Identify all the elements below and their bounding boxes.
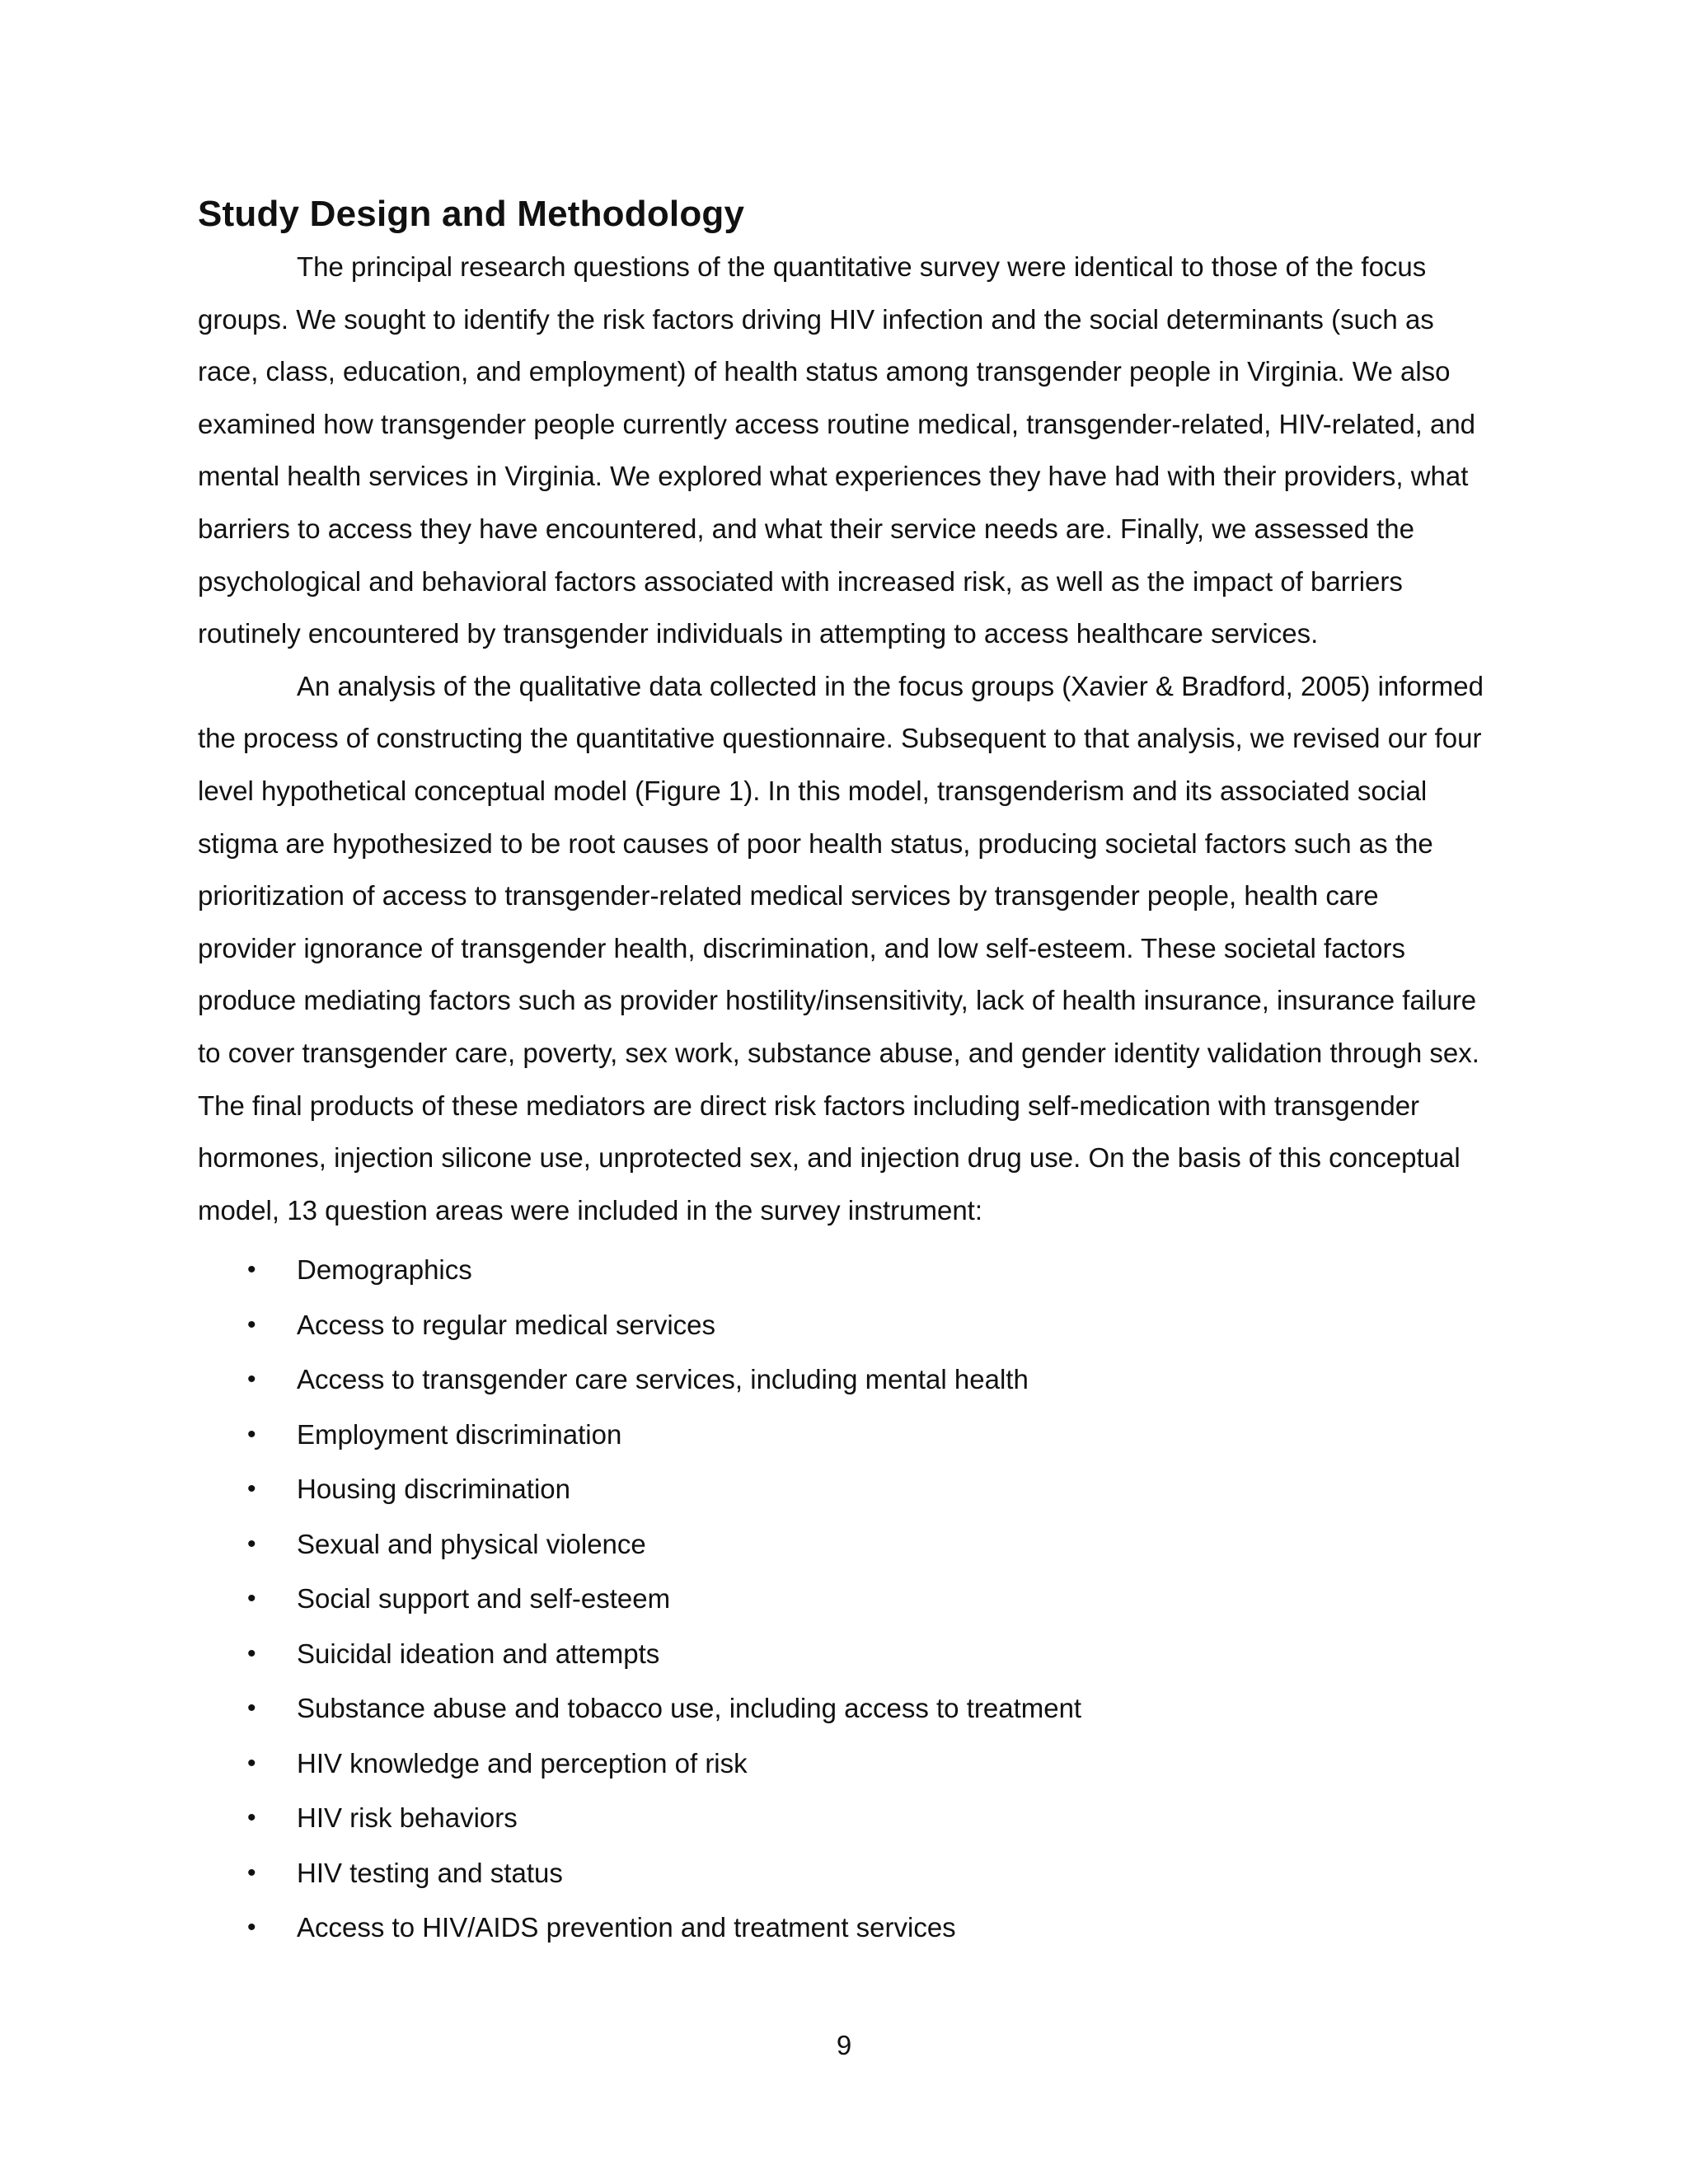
bullet-icon: • [247, 1639, 256, 1667]
bullet-icon: • [247, 1858, 256, 1886]
list-item-text: Access to transgender care services, including mental health [297, 1364, 1029, 1395]
list-item [198, 1572, 1484, 1627]
list-item [198, 1298, 1484, 1353]
list-item [198, 1243, 1484, 1298]
list-item [198, 1408, 1484, 1463]
list-item-text: Social support and self-esteem [297, 1583, 671, 1615]
list-item-text: HIV knowledge and perception of risk [297, 1747, 748, 1779]
list-item [198, 1681, 1484, 1736]
list-item-text: Suicidal ideation and attempts [297, 1638, 660, 1669]
list-item-text: Access to regular medical services [297, 1309, 716, 1340]
paragraph: The principal research questions of the quantitative survey were identical to those of the focus groups. We sought to identify the risk factors driving HIV infection and the social determinants (such as race, class, education, and employment) of health status among transgender people in Virginia. We also examined how transgender people currently access routine medical, transgender-related, HIV-related, and mental health services in Virginia. We explored what experiences they have had with their providers, what barriers to access they have encountered, and what their service needs are. Finally, we assessed the psychological and behavioral factors associated with increased risk, as well as the impact of barriers routinely encountered by transgender individuals in attempting to access healthcare services. [198, 251, 1476, 649]
list-item-text: Housing discrimination [297, 1474, 570, 1505]
list-item [198, 1462, 1484, 1517]
list-item [198, 1791, 1484, 1846]
bullet-icon: • [247, 1530, 256, 1558]
bullet-icon: • [247, 1585, 256, 1613]
bullet-icon: • [247, 1749, 256, 1777]
list-item-text: Employment discrimination [297, 1418, 622, 1450]
section-heading: Study Design and Methodology [198, 194, 745, 234]
list-item [198, 1627, 1484, 1682]
paragraph: An analysis of the qualitative data collected in the focus groups (Xavier & Bradford, 2005) informed the process of constructing the quantitative questionnaire. Subsequent to that analysis, we revised our four level hypothetical conceptual model (Figure 1). In this model, transgenderism and its associated social stigma are hypothesized to be root causes of poor health status, producing societal factors such as the prioritization of access to transgender-related medical services by transgender people, health care provider ignorance of transgender health, discrimination, and low self-esteem. These societal factors produce mediating factors such as provider hostility/insensitivity, lack of health insurance, insurance failure to cover transgender care, poverty, sex work, substance abuse, and gender identity validation through sex. The final products of these mediators are direct risk factors including self-medication with transgender hormones, injection silicone use, unprotected sex, and injection drug use. On the basis of this conceptual model, 13 question areas were included in the survey instrument: [198, 670, 1484, 1226]
page-number: 9 [836, 2030, 852, 2060]
list-item [198, 1900, 1484, 1956]
page-content [198, 190, 1484, 1956]
question-areas-list [198, 1243, 1484, 1956]
bullet-icon: • [247, 1694, 256, 1722]
list-item [198, 1736, 1484, 1792]
list-item-text: HIV risk behaviors [297, 1802, 518, 1834]
list-item-text: Substance abuse and tobacco use, including access to treatment [297, 1693, 1082, 1724]
list-item-text: Sexual and physical violence [297, 1528, 646, 1559]
bullet-icon: • [247, 1366, 256, 1394]
bullet-icon: • [247, 1310, 256, 1338]
bullet-icon: • [247, 1256, 256, 1284]
bullet-icon: • [247, 1804, 256, 1832]
list-item [198, 1846, 1484, 1901]
list-item-text: HIV testing and status [297, 1857, 563, 1888]
bullet-icon: • [247, 1914, 256, 1942]
list-item [198, 1352, 1484, 1408]
list-item-text: Demographics [297, 1254, 472, 1286]
bullet-icon: • [247, 1475, 256, 1503]
list-item [198, 1517, 1484, 1572]
list-item-text: Access to HIV/AIDS prevention and treatment services [297, 1912, 956, 1943]
bullet-icon: • [247, 1420, 256, 1448]
